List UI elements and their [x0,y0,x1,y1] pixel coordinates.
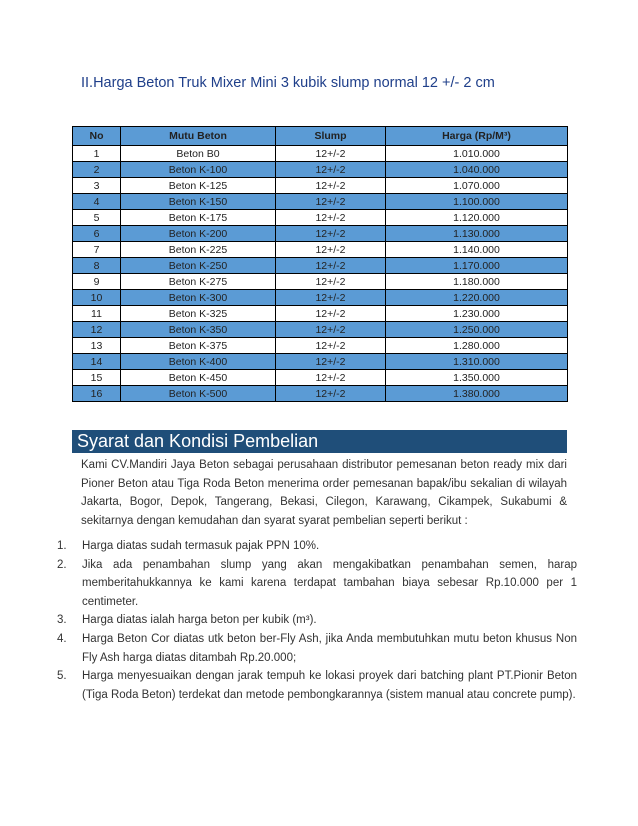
term-number: 4. [57,632,67,645]
term-number: 5. [57,670,67,683]
table-row [73,370,568,386]
table-row [73,226,568,242]
term-text: Jika ada penambahan slump yang akan mengakibatkan penambahan semen, harap memberitahukkannya ke kami karena terdapat tambahan biaya sebesar Rp.10.000 per 1 centimeter. [82,558,577,608]
cell-harga: 1.180.000 [386,274,568,290]
cell-no: 3 [73,178,121,194]
table-row [73,354,568,370]
cell-mutu-beton: Beton K-275 [121,274,276,290]
cell-no: 15 [73,370,121,386]
cell-slump: 12+/-2 [276,258,386,274]
cell-mutu-beton: Beton K-150 [121,194,276,210]
cell-slump: 12+/-2 [276,146,386,162]
term-item [57,537,577,556]
cell-mutu-beton: Beton K-100 [121,162,276,178]
cell-no: 7 [73,242,121,258]
cell-mutu-beton: Beton K-125 [121,178,276,194]
cell-slump: 12+/-2 [276,194,386,210]
table-row [73,290,568,306]
cell-no: 12 [73,322,121,338]
cell-harga: 1.230.000 [386,306,568,322]
cell-slump: 12+/-2 [276,354,386,370]
cell-no: 5 [73,210,121,226]
cell-slump: 12+/-2 [276,210,386,226]
header-mutu-beton: Mutu Beton [121,127,276,146]
cell-mutu-beton: Beton K-175 [121,210,276,226]
cell-harga: 1.310.000 [386,354,568,370]
table-row [73,306,568,322]
cell-no: 13 [73,338,121,354]
cell-mutu-beton: Beton K-200 [121,226,276,242]
cell-slump: 12+/-2 [276,322,386,338]
cell-harga: 1.350.000 [386,370,568,386]
cell-slump: 12+/-2 [276,242,386,258]
cell-mutu-beton: Beton K-325 [121,306,276,322]
term-item [57,611,577,630]
cell-harga: 1.170.000 [386,258,568,274]
cell-mutu-beton: Beton K-225 [121,242,276,258]
cell-mutu-beton: Beton K-300 [121,290,276,306]
cell-harga: 1.100.000 [386,194,568,210]
table-row [73,258,568,274]
page-title: II.Harga Beton Truk Mixer Mini 3 kubik slump normal 12 +/- 2 cm [81,75,495,91]
table-row [73,210,568,226]
header-harga: Harga (Rp/M³) [386,127,568,146]
terms-list [57,537,577,704]
cell-slump: 12+/-2 [276,290,386,306]
cell-harga: 1.070.000 [386,178,568,194]
section-title: Syarat dan Kondisi Pembelian [72,430,567,453]
cell-harga: 1.220.000 [386,290,568,306]
cell-mutu-beton: Beton K-450 [121,370,276,386]
cell-harga: 1.120.000 [386,210,568,226]
cell-slump: 12+/-2 [276,274,386,290]
table-row [73,146,568,162]
table-row [73,242,568,258]
term-number: 2. [57,558,67,571]
cell-slump: 12+/-2 [276,178,386,194]
header-no: No [73,127,121,146]
cell-mutu-beton: Beton K-500 [121,386,276,402]
cell-harga: 1.140.000 [386,242,568,258]
intro-paragraph: Kami CV.Mandiri Jaya Beton sebagai perusahaan distributor pemesanan beton ready mix dari Pioner Beton atau Tiga Roda Beton menerima order pemesanan bapak/ibu sekalian di wilayah Jakarta, Bogor, Depok, Tangerang, Bekasi, Cilegon, Karawang, Cikampek, Sukabumi & sekitarnya dengan kemudahan dan syarat syarat pembelian seperti berikut : [81,459,567,527]
term-text: Harga menyesuaikan dengan jarak tempuh ke lokasi proyek dari batching plant PT.Pionir Beton (Tiga Roda Beton) terdekat dan metode pembongkarannya (sistem manual atau concrete pump). [82,670,577,701]
term-item [57,556,577,612]
cell-no: 1 [73,146,121,162]
price-table [72,126,568,402]
table-row [73,178,568,194]
cell-slump: 12+/-2 [276,162,386,178]
cell-no: 4 [73,194,121,210]
cell-no: 9 [73,274,121,290]
term-item [57,630,577,667]
term-number: 3. [57,614,67,627]
term-text: Harga diatas sudah termasuk pajak PPN 10%. [82,540,320,552]
table-row [73,338,568,354]
table-row [73,322,568,338]
cell-no: 16 [73,386,121,402]
cell-harga: 1.250.000 [386,322,568,338]
cell-mutu-beton: Beton B0 [121,146,276,162]
cell-no: 6 [73,226,121,242]
cell-mutu-beton: Beton K-250 [121,258,276,274]
cell-no: 8 [73,258,121,274]
cell-slump: 12+/-2 [276,370,386,386]
cell-slump: 12+/-2 [276,338,386,354]
table-row [73,274,568,290]
table-row [73,386,568,402]
term-text: Harga Beton Cor diatas utk beton ber-Fly Ash, jika Anda membutuhkan mutu beton khusus Non Fly Ash harga diatas ditambah Rp.20.000; [82,632,577,664]
table-row [73,162,568,178]
cell-harga: 1.040.000 [386,162,568,178]
cell-harga: 1.380.000 [386,386,568,402]
header-slump: Slump [276,127,386,146]
table-header-row [73,127,568,146]
cell-no: 11 [73,306,121,322]
cell-mutu-beton: Beton K-400 [121,354,276,370]
cell-harga: 1.010.000 [386,146,568,162]
term-item [57,667,577,704]
cell-harga: 1.280.000 [386,338,568,354]
cell-slump: 12+/-2 [276,226,386,242]
term-text: Harga diatas ialah harga beton per kubik (m³). [82,614,317,627]
cell-no: 2 [73,162,121,178]
table-row [73,194,568,210]
cell-slump: 12+/-2 [276,306,386,322]
cell-harga: 1.130.000 [386,226,568,242]
cell-slump: 12+/-2 [276,386,386,402]
cell-mutu-beton: Beton K-350 [121,322,276,338]
cell-no: 10 [73,290,121,306]
cell-mutu-beton: Beton K-375 [121,338,276,354]
cell-no: 14 [73,354,121,370]
term-number: 1. [57,540,67,552]
